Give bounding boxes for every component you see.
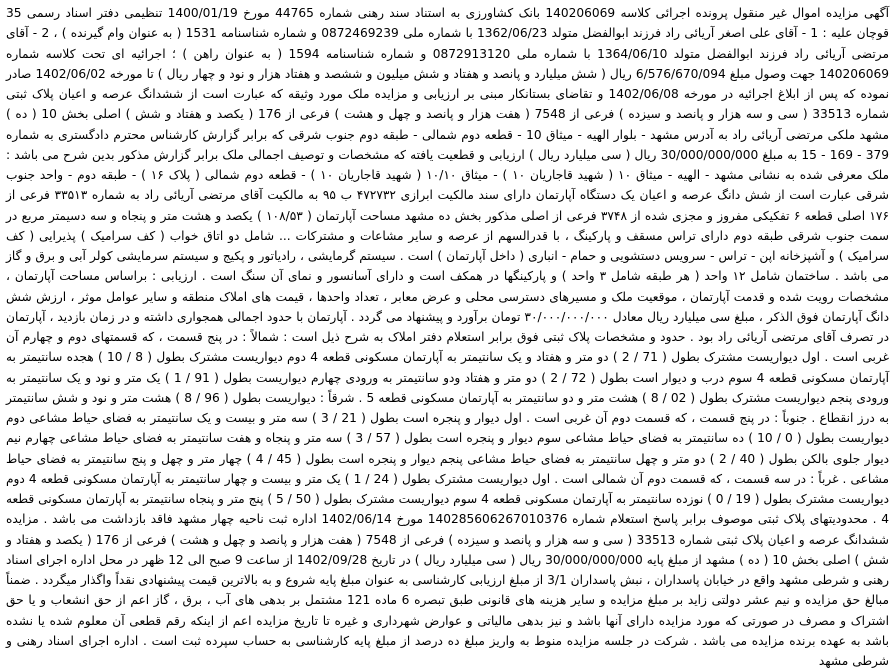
auction-notice-body: آگهی مزایده اموال غیر منقول پرونده اجرائی کلاسه 140206069 بانک کشاورزی به استناد سند رهنی شماره 44765 مورخ 1400/01/19 تنظیمی دفتر اسناد رسمی 35 قوچان علیه : 1 - آقای علی اصغر آریائی راد فرزند ابوالفضل متولد 1362/06/23 با شماره ملی 0872469239 و شماره شناسنامه 1531 ( به عنوان وام گیرنده ) ، 2 - آقای مرتضی آریائی راد فرزند ابوالفضل متولد 1364/06/10 با شماره ملی 0872913120 و شماره شناسنامه 1594 ( به عنوان راهن ) ؛ اجرائیه ای تحت کلاسه شماره 140206069 جهت وصول مبلغ 6/576/670/094 ریال ( شش میلیارد و پانصد و هفتاد و شش میلیون و ششصد و هفتاد هزار و نود و چهار ریال ) تا مورخه 1402/06/02 صادر نموده که پس از ابلاغ اجرائیه در مورخه 1402/06/08 و تقاضای بستانکار مبنی بر ارزیابی و مزایده ملک مورد وثیقه که عبارت است از ششدانگ عرصه و اعیان پلاک ثبتی شماره 33513 ( سی و سه هزار و پانصد و سیزده ) فرعی از 7548 ( هفت هزار و پانصد و چهل و هشت ) فرعی از 176 ( یکصد و هفتاد و شش ) اصلی بخش 10 ( ده ) مشهد ملکی مرتضی آریائی راد به آدرس مشهد - بلوار الهیه - میثاق 10 - قطعه دوم شمالی - طبقه دوم جنوب شرقی که برابر گزارش کارشناس محترم دادگستری به شماره 379 - 169 - 15 به مبلغ 30/000/000/000 ریال ( سی میلیارد ریال ) ارزیابی و قطعیت یافته که مشخصات و توصیف اجمالی ملک برابر گزارش مذکور بدین شرح می باشد : ملک معرفی شده به نشانی مشهد - الهیه - میثاق ۱۰ ( شهید قاجاریان ۱۰ ) - میثاق ۱۰/۱۰ ( شهید قاجاریان ۱۰ ) - قطعه دوم شمالی ( پلاک ۱۶ ) - طبقه دوم - واحد جنوب شرقی عبارت است از شش دانگ عرصه و اعیان یک دستگاه آپارتمان دارای سند مالکیت ابرازی ۴۷۲۷۳۲ ب ۹۵ به مالکیت آقای مرتضی آریائی راد به شماره ۳۳۵۱۳ فرعی از ۱۷۶ اصلی قطعه ۶ تفکیکی مفروز و مجزی شده از ۳۷۴۸ فرعی از اصلی مذکور بخش ده مشهد مساحت آپارتمان ( ۱۰۸/۵۳ ) یکصد و هشت متر و پنجاه و سه دسیمتر مربع در سمت جنوب شرقی طبقه دوم دارای تراس مسقف و پارکینگ ، با قدرالسهم از عرصه و سایر مشاعات و مشترکات ... شامل دو اتاق خواب ( کف سرامیک ) پذیرایی ( کف سرامیک ) و آشپزخانه اپن - تراس - سرویس دستشویی و حمام - انباری ( داخل آپارتمان ) است . سیستم گرمایشی ، رادیاتور و پکیج و سیستم سرمایشی کولر آبی و برق و گاز می باشد . ساختمان شامل ۱۲ واحد ( هر طبقه شامل ۳ واحد ) و پارکینگها در همکف است و دارای آسانسور و نمای آن سنگ است . ارزیابی : براساس مساحت آپارتمان ، مشخصات رویت شده و قدمت آپارتمان ، موقعیت ملک و مسیرهای دسترسی محلی و عرض معابر ، تعداد واحدها ، قیمت های املاک منطقه و سایر عوامل موثر ، ارزش شش دانگ آپارتمان فوق الذکر ، مبلغ سی میلیارد ریال معادل ۳۰/۰۰۰/۰۰۰/۰۰۰ تومان برآورد و پیشنهاد می گردد . آپارتمان با حدود اجمالی همجواری داشته و در زمان بازدید ، آپارتمان در تصرف آقای مرتضی آریائی راد بود . حدود و مشخصات پلاک ثبتی فوق برابر استعلام دفتر املاک به شرح ذیل است : شمالاً : در پنج قسمت ، که قسمتهای دوم و چهارم آن غربی است . اول دیواریست مشترک بطول ( 71 / 2 ) دو متر و هفتاد و یک سانتیمتر به آپارتمان مسکونی قطعه 4 دوم دیواریست مشترک بطول ( 8 / 10 ) هجده سانتیمتر به آپارتمان مسکونی قطعه 4 سوم درب و دیوار است بطول ( 72 / 2 ) دو متر و هفتاد ودو سانتیمتر به ورودی چهارم دیواریست بطول ( 91 / 1 ) یک متر و نود و یک سانتیمتر به ورودی پنجم دیواریست مشترک بطول ( 02 / 8 ) هشت متر و دو سانتیمتر به آپارتمان مسکونی قطعه 5 . شرقاً : دیواریست بطول ( 96 / 8 ) هشت متر و نود و شش سانتیمتر به درز انقطاع . جنوباً : در پنج قسمت ، که قسمت دوم آن غربی است . اول دیوار و پنجره است بطول ( 21 / 3 ) سه متر و بیست و یک سانتیمتر به فضای حیاط مشاعی دوم دیواریست بطول ( 0 / 10 ) ده سانتیمتر به فضای حیاط مشاعی سوم دیوار و پنجره است بطول ( 57 / 3 ) سه متر و پنجاه و هفت سانتیمتر به فضای حیاط مشاعی چهارم نیم دیوار جلوی بالکن بطول ( 40 / 2 ) دو متر و چهل سانتیمتر به فضای حیاط مشاعی پنجم دیوار و پنجره است بطول ( 45 / 4 ) چهار متر و چهل و پنج سانتیمتر به فضای حیاط مشاعی . غرباً : در سه قسمت ، که قسمت دوم آن شمالی است . اول دیواریست مشترک بطول ( 24 / 1 ) یک متر و بیست و چهار سانتیمتر به آپارتمان مسکونی قطعه 4 دوم دیواریست مشترک بطول ( 19 / 0 ) نوزده سانتیمتر به آپارتمان مسکونی قطعه 4 سوم دیواریست مشترک بطول ( 50 / 5 ) پنج متر و پنجاه سانتیمتر به آپارتمان مسکونی قطعه 4 . محدودیتهای پلاک ثبتی موصوف برابر پاسخ استعلام شماره 140285606267010376 مورخ 1402/06/14 اداره ثبت ناحیه چهار مشهد فاقد بازداشت می باشد . مزایده ششدانگ عرصه و اعیان پلاک ثبتی شماره 33513 ( سی و سه هزار و پانصد و سیزده ) فرعی از 7548 ( هفت هزار و پانصد و چهل و هشت ) فرعی از 176 ( یکصد و هفتاد و شش ) اصلی بخش 10 ( ده ) مشهد از مبلغ پایه 30/000/000/000 ریال ( سی میلیارد ریال ) در تاریخ 1402/09/28 از ساعت 9 صبح الی 12 ظهر در محل اداره اجرای اسناد رهنی و شرطی مشهد واقع در خیابان پاسداران ، نبش پاسداران 3/1 از مبلغ ارزیابی کارشناسی به عنوان مبلغ پایه شروع و به بالاترین قیمت پیشنهادی نقداً واگذار میگردد . ضمناً مبالغ حق مزایده و نیم عشر دولتی زاید بر مبلغ مزایده و سایر هزینه های قانونی طبق تبصره 6 ماده 121 مشتمل بر بدهی های آب ، برق ، گاز اعم از حق انشعاب و یا حق اشتراک و مصرف در صورتی که مورد مزایده دارای آنها باشد و نیز بدهی مالیاتی و عوارض شهرداری و غیره تا تاریخ مزایده اعم از اینکه رقم قطعی آن معلوم شده یا نشده باشد به عهده برنده مزایده می باشد . شرکت در جلسه مزایده منوط به واریز مبلغ ده درصد از مبلغ پایه کارشناسی به حساب سپرده ثبت است . اداره اجرای اسناد رهنی و شرطی مشهد [5,6,890,668]
